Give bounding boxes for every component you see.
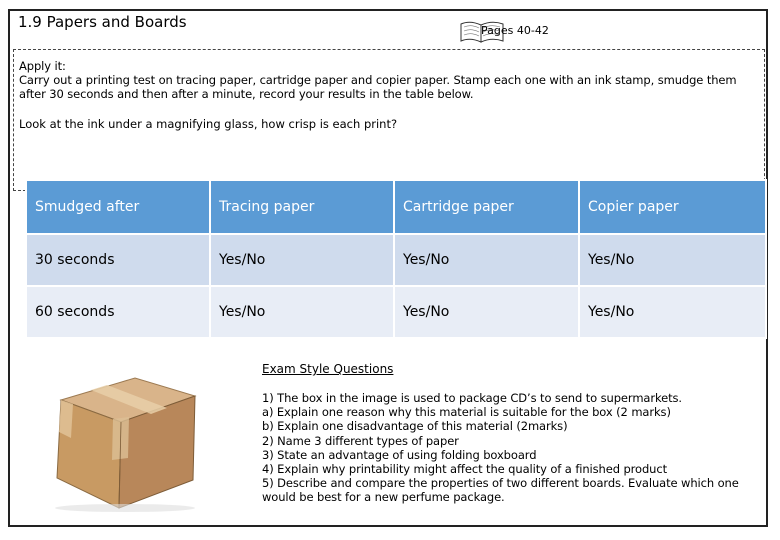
- apply-instruction: Carry out a printing test on tracing paper, cartridge paper and copier paper. Stamp each one with an ink stamp, smudge them after 30 seconds and then after a minute, record your results in the table below.: [19, 73, 737, 101]
- table-header-cell: Tracing paper: [210, 180, 394, 234]
- table-row: [26, 234, 766, 286]
- pages-reference: Pages 40-42: [481, 24, 549, 37]
- question-line: 2) Name 3 different types of paper: [262, 433, 459, 448]
- exam-questions-title: Exam Style Questions: [262, 362, 394, 376]
- results-table: [25, 179, 767, 339]
- apply-it-text: [19, 59, 759, 101]
- table-cell: 30 seconds: [26, 234, 210, 286]
- question-line: 1) The box in the image is used to package CD’s to send to supermarkets.: [262, 391, 682, 405]
- apply-question: Look at the ink under a magnifying glass, how crisp is each print?: [19, 117, 398, 131]
- table-cell[interactable]: Yes/No: [210, 234, 394, 286]
- question-line: 3) State an advantage of using folding boxboard: [262, 447, 537, 462]
- question-line: 4) Explain why printability might affect the quality of a finished product: [262, 462, 667, 477]
- question-line: a) Explain one reason why this material is suitable for the box (2 marks): [262, 405, 671, 420]
- table-cell[interactable]: Yes/No: [579, 286, 766, 338]
- table-header-cell: Copier paper: [579, 180, 766, 234]
- table-header-cell: Cartridge paper: [394, 180, 579, 234]
- cardboard-box-image: [43, 360, 208, 512]
- table-cell: 60 seconds: [26, 286, 210, 338]
- exam-questions-list: [262, 391, 762, 505]
- question-line: b) Explain one disadvantage of this material (2marks): [262, 419, 568, 434]
- page-title: 1.9 Papers and Boards: [18, 13, 187, 31]
- table-row: [26, 286, 766, 338]
- table-cell[interactable]: Yes/No: [394, 286, 579, 338]
- table-header-row: [26, 180, 766, 234]
- table-cell[interactable]: Yes/No: [579, 234, 766, 286]
- table-cell[interactable]: Yes/No: [210, 286, 394, 338]
- table-header-cell: Smudged after: [26, 180, 210, 234]
- question-line: 5) Describe and compare the properties of two different boards. Evaluate which one would be best for a new perfume package.: [262, 476, 739, 505]
- apply-heading: Apply it:: [19, 59, 66, 73]
- table-cell[interactable]: Yes/No: [394, 234, 579, 286]
